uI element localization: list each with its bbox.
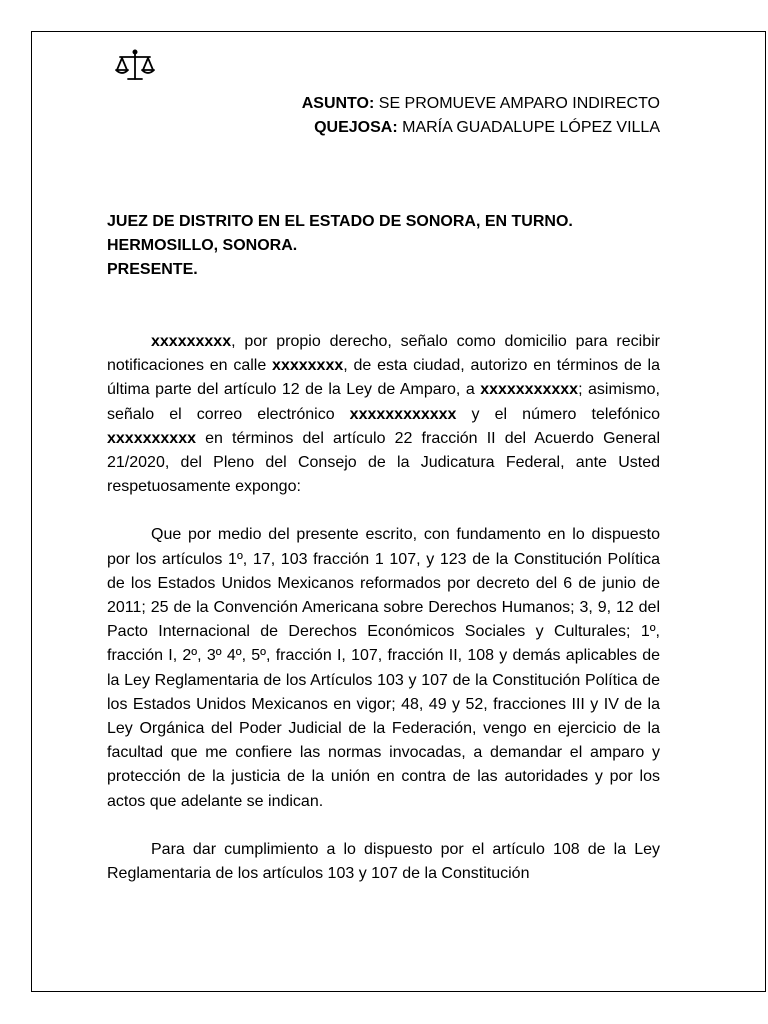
addressee-block bbox=[107, 210, 667, 282]
addressee-line-judge: JUEZ DE DISTRITO EN EL ESTADO DE SONORA, EN TURNO. bbox=[107, 213, 573, 230]
intro-text-1: , por propio derecho, señalo como domicilio para recibir notificaciones en calle bbox=[107, 333, 660, 375]
asunto-label: ASUNTO: bbox=[301, 95, 375, 112]
paragraph-legal-basis: Que por medio del presente escrito, con fundamento en lo dispuesto por los artículos 1º, 17, 103 fracción 1 107, y 123 de la Constitución Política de los Estados Unidos Mexicanos reformados por decreto del 6 de junio de 2011; 25 de la Convención Americana sobre Derechos Humanos; 3, 9, 12 del Pacto Internacional de Derechos Económicos Sociales y Culturales; 1º, fracción I, 2º, 3º 4º, 5º, fracción I, 107, fracción II, 108 y demás aplicables de la Ley Reglamentaria de los Artículos 103 y 107 de la Constitución Política de los Estados Unidos Mexicanos en vigor; 48, 49 y 52, fracciones III y IV de la Ley Orgánica del Poder Judicial de la Federación, vengo en ejercicio de la facultad que me confiere las normas invocadas, a demandar el amparo y protección de la justicia de la unión en contra de las autoridades y por los actos que adelante se indican. bbox=[107, 526, 660, 810]
quejosa-line bbox=[302, 116, 660, 140]
placeholder-authorized: xxxxxxxxxxx bbox=[480, 381, 579, 399]
scales-of-justice-icon bbox=[115, 48, 155, 84]
intro-text-2: , de esta ciudad, autorizo en términos de la última parte del artículo 12 de la Ley de Amparo, a bbox=[107, 357, 661, 399]
asunto-value: SE PROMUEVE AMPARO INDIRECTO bbox=[378, 95, 660, 112]
quejosa-label: QUEJOSA: bbox=[314, 119, 398, 136]
placeholder-street: xxxxxxxx bbox=[272, 357, 344, 375]
intro-text-5: en términos del artículo 22 fracción II del Acuerdo General 21/2020, del Pleno del Consejo de la Judicatura Federal, ante Usted respetuosamente expongo: bbox=[107, 429, 660, 496]
paragraph-intro bbox=[107, 330, 660, 499]
addressee-line-presente: PRESENTE. bbox=[107, 261, 198, 278]
placeholder-email: xxxxxxxxxxxx bbox=[349, 405, 457, 423]
paragraph-compliance: Para dar cumplimiento a lo dispuesto por el artículo 108 de la Ley Reglamentaria de los artículos 103 y 107 de la Constitución bbox=[107, 840, 660, 883]
document-body bbox=[107, 330, 660, 910]
quejosa-value: MARÍA GUADALUPE LÓPEZ VILLA bbox=[402, 119, 660, 136]
intro-text-4: y el número telefónico bbox=[456, 405, 660, 423]
addressee-line-city: HERMOSILLO, SONORA. bbox=[107, 237, 298, 254]
placeholder-phone: xxxxxxxxxx bbox=[107, 429, 196, 447]
asunto-line bbox=[302, 92, 660, 116]
subject-block bbox=[302, 92, 660, 140]
intro-text-3: ; asimismo, señalo el correo electrónico bbox=[107, 381, 660, 423]
placeholder-name: xxxxxxxxx bbox=[151, 333, 232, 350]
